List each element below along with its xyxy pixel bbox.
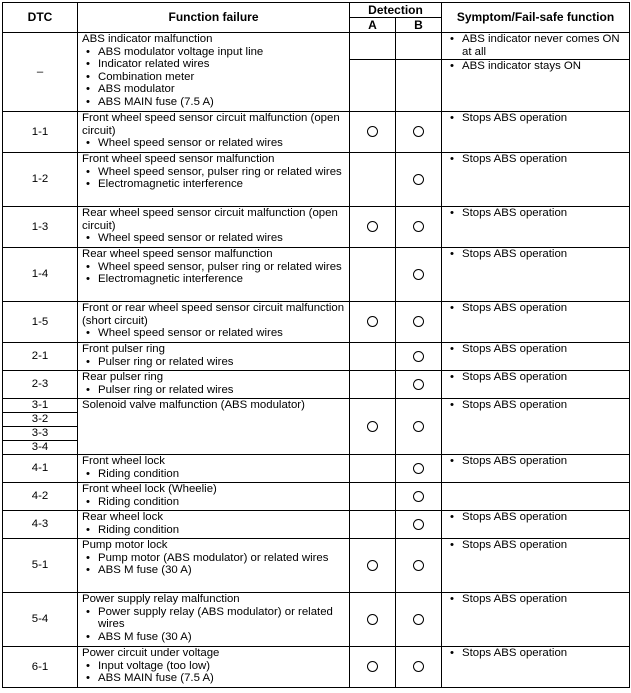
detection-circle-icon (367, 316, 378, 327)
function-item: • Wheel speed sensor, pulser ring or related wires (82, 261, 346, 274)
dtc-cell: 6-1 (3, 647, 78, 688)
symptom-cell (442, 112, 630, 153)
dtc-cell: 1-5 (3, 302, 78, 343)
symptom-cell (442, 455, 630, 483)
detection-a-cell (350, 302, 396, 343)
header-detection: Detection (350, 3, 442, 18)
function-item: • Pulser ring or related wires (82, 384, 346, 397)
function-title: Front wheel lock (82, 455, 165, 467)
dtc-cell: 1-1 (3, 112, 78, 153)
detection-b-cell (396, 112, 442, 153)
function-cell (78, 248, 350, 302)
symptom-item: • Stops ABS operation (446, 511, 626, 524)
detection-a-cell (350, 511, 396, 539)
function-title: Front pulser ring (82, 343, 165, 355)
detection-a-cell (350, 371, 396, 399)
function-cell (78, 647, 350, 688)
function-item: • Riding condition (82, 496, 346, 509)
detection-circle-icon (413, 379, 424, 390)
detection-b-cell (396, 371, 442, 399)
symptom-item: • Stops ABS operation (446, 399, 626, 412)
header-symptom: Symptom/Fail-safe function (442, 3, 630, 33)
detection-b-cell (396, 33, 442, 60)
function-item: • ABS modulator (82, 83, 346, 96)
function-cell (78, 483, 350, 511)
detection-circle-icon (367, 421, 378, 432)
detection-b-cell (396, 511, 442, 539)
function-item: • ABS M fuse (30 A) (82, 564, 346, 577)
detection-circle-icon (367, 221, 378, 232)
function-cell (78, 399, 350, 455)
symptom-item: • Stops ABS operation (446, 112, 626, 125)
symptom-cell (442, 483, 630, 511)
dtc-cell: 3-2 (3, 413, 78, 427)
header-dtc: DTC (3, 3, 78, 33)
function-title: Pump motor lock (82, 539, 168, 551)
dtc-cell: 3-3 (3, 427, 78, 441)
detection-a-cell (350, 483, 396, 511)
detection-circle-icon (367, 560, 378, 571)
function-item: • Electromagnetic interference (82, 178, 346, 191)
detection-b-cell (396, 455, 442, 483)
symptom-cell (442, 207, 630, 248)
symptom-item: • Stops ABS operation (446, 207, 626, 220)
detection-b-cell (396, 483, 442, 511)
function-item: • Indicator related wires (82, 58, 346, 71)
detection-a-cell (350, 399, 396, 455)
function-title: Rear wheel speed sensor circuit malfunction (open circuit) (82, 207, 338, 232)
detection-b-cell (396, 539, 442, 593)
detection-circle-icon (413, 221, 424, 232)
detection-circle-icon (413, 661, 424, 672)
detection-circle-icon (413, 491, 424, 502)
header-function-failure: Function failure (78, 3, 350, 33)
detection-circle-icon (367, 126, 378, 137)
function-title: Rear wheel lock (82, 511, 164, 523)
function-title: Power supply relay malfunction (82, 593, 240, 605)
function-item: • ABS M fuse (30 A) (82, 631, 346, 644)
detection-circle-icon (367, 614, 378, 625)
detection-circle-icon (413, 614, 424, 625)
function-cell (78, 153, 350, 207)
detection-a-cell (350, 539, 396, 593)
function-item: • Pump motor (ABS modulator) or related wires (82, 552, 346, 565)
detection-b-cell (396, 60, 442, 112)
detection-circle-icon (413, 351, 424, 362)
detection-b-cell (396, 399, 442, 455)
symptom-item: • ABS indicator stays ON (446, 60, 626, 73)
symptom-cell (442, 539, 630, 593)
symptom-item: • Stops ABS operation (446, 371, 626, 384)
symptom-cell (442, 647, 630, 688)
detection-circle-icon (413, 519, 424, 530)
detection-a-cell (350, 455, 396, 483)
function-item: • Combination meter (82, 71, 346, 84)
function-title: Solenoid valve malfunction (ABS modulator) (82, 399, 305, 411)
dtc-cell: 1-3 (3, 207, 78, 248)
detection-circle-icon (367, 661, 378, 672)
dtc-cell: – (3, 33, 78, 112)
function-title: Front wheel speed sensor circuit malfunction (open circuit) (82, 112, 340, 137)
function-item: • Wheel speed sensor or related wires (82, 232, 346, 245)
detection-a-cell (350, 343, 396, 371)
function-item: • Power supply relay (ABS modulator) or related wires (82, 606, 346, 631)
function-item: • Riding condition (82, 468, 346, 481)
symptom-item: • Stops ABS operation (446, 539, 626, 552)
detection-b-cell (396, 343, 442, 371)
function-cell (78, 455, 350, 483)
symptom-item: • Stops ABS operation (446, 153, 626, 166)
function-title: Front wheel lock (Wheelie) (82, 483, 217, 495)
symptom-cell (442, 60, 630, 112)
symptom-item: • Stops ABS operation (446, 302, 626, 315)
symptom-item: • Stops ABS operation (446, 343, 626, 356)
symptom-item: • Stops ABS operation (446, 593, 626, 606)
dtc-cell: 5-4 (3, 593, 78, 647)
detection-a-cell (350, 647, 396, 688)
dtc-cell: 2-3 (3, 371, 78, 399)
function-title: Rear wheel speed sensor malfunction (82, 248, 273, 260)
detection-circle-icon (413, 421, 424, 432)
detection-circle-icon (413, 463, 424, 474)
dtc-table (2, 2, 630, 688)
dtc-cell: 2-1 (3, 343, 78, 371)
function-cell (78, 302, 350, 343)
dtc-cell: 4-1 (3, 455, 78, 483)
detection-b-cell (396, 302, 442, 343)
function-cell (78, 343, 350, 371)
symptom-cell (442, 511, 630, 539)
detection-a-cell (350, 207, 396, 248)
header-detection-b: B (396, 18, 442, 33)
symptom-cell (442, 343, 630, 371)
function-item: • Wheel speed sensor or related wires (82, 137, 346, 150)
function-item: • Input voltage (too low) (82, 660, 346, 673)
dtc-cell: 4-2 (3, 483, 78, 511)
detection-a-cell (350, 112, 396, 153)
function-item: • Riding condition (82, 524, 346, 537)
detection-b-cell (396, 207, 442, 248)
function-title: Power circuit under voltage (82, 647, 220, 659)
function-item: • ABS modulator voltage input line (82, 46, 346, 59)
symptom-cell (442, 593, 630, 647)
dtc-cell: 4-3 (3, 511, 78, 539)
function-cell (78, 112, 350, 153)
function-cell (78, 539, 350, 593)
function-item: • ABS MAIN fuse (7.5 A) (82, 672, 346, 685)
function-title: Rear pulser ring (82, 371, 164, 383)
detection-circle-icon (413, 174, 424, 185)
symptom-item: • ABS indicator never comes ON at all (446, 33, 626, 58)
function-item: • ABS MAIN fuse (7.5 A) (82, 96, 346, 109)
symptom-cell (442, 302, 630, 343)
function-item: • Electromagnetic interference (82, 273, 346, 286)
function-cell (78, 33, 350, 112)
function-cell (78, 593, 350, 647)
function-cell (78, 207, 350, 248)
detection-circle-icon (413, 316, 424, 327)
symptom-item: • Stops ABS operation (446, 248, 626, 261)
detection-b-cell (396, 593, 442, 647)
detection-a-cell (350, 593, 396, 647)
function-item: • Pulser ring or related wires (82, 356, 346, 369)
symptom-cell (442, 248, 630, 302)
function-title: Front wheel speed sensor malfunction (82, 153, 275, 165)
dtc-cell: 3-1 (3, 399, 78, 413)
function-title: Front or rear wheel speed sensor circuit malfunction (short circuit) (82, 302, 345, 327)
dtc-cell: 5-1 (3, 539, 78, 593)
detection-circle-icon (413, 269, 424, 280)
detection-a-cell (350, 60, 396, 112)
dtc-cell: 1-2 (3, 153, 78, 207)
function-title: ABS indicator malfunction (82, 33, 213, 45)
symptom-item: • Stops ABS operation (446, 647, 626, 660)
header-detection-a: A (350, 18, 396, 33)
detection-a-cell (350, 248, 396, 302)
detection-b-cell (396, 248, 442, 302)
function-item: • Wheel speed sensor, pulser ring or related wires (82, 166, 346, 179)
function-cell (78, 511, 350, 539)
detection-circle-icon (413, 126, 424, 137)
detection-a-cell (350, 33, 396, 60)
symptom-cell (442, 399, 630, 455)
detection-circle-icon (413, 560, 424, 571)
symptom-cell (442, 371, 630, 399)
function-item: • Wheel speed sensor or related wires (82, 327, 346, 340)
function-cell (78, 371, 350, 399)
symptom-cell (442, 33, 630, 60)
detection-a-cell (350, 153, 396, 207)
detection-b-cell (396, 153, 442, 207)
dtc-cell: 3-4 (3, 441, 78, 455)
dtc-cell: 1-4 (3, 248, 78, 302)
symptom-cell (442, 153, 630, 207)
detection-b-cell (396, 647, 442, 688)
symptom-item: • Stops ABS operation (446, 455, 626, 468)
